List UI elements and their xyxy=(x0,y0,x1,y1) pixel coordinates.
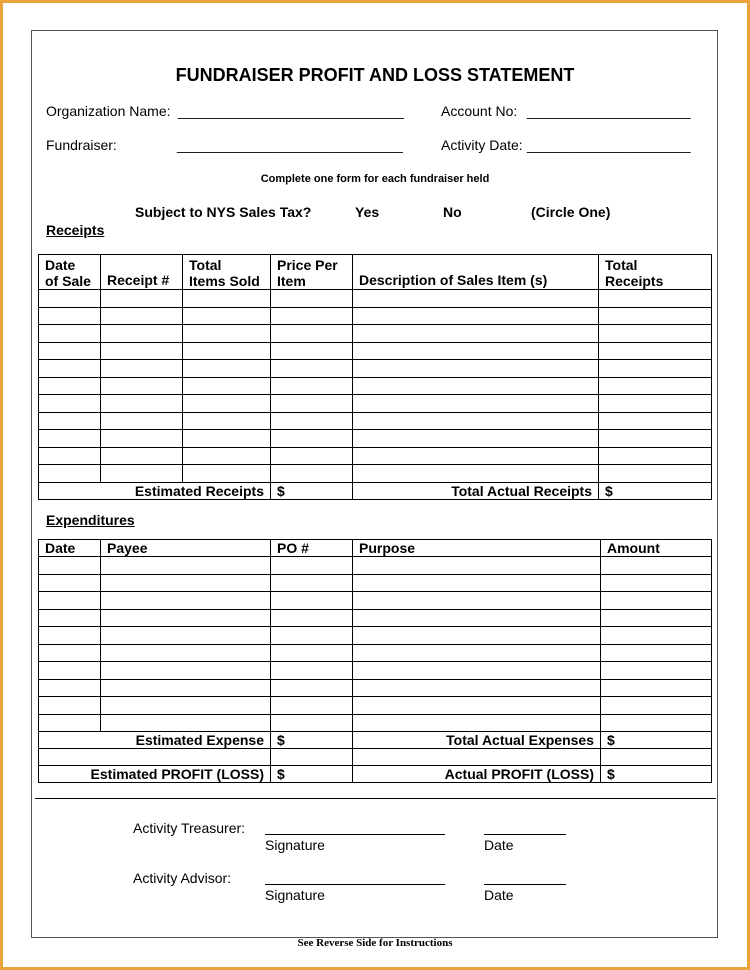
receipts-cell[interactable] xyxy=(101,307,183,325)
footer-note: See Reverse Side for Instructions xyxy=(297,937,453,949)
receipts-cell[interactable] xyxy=(39,342,101,360)
expenditures-cell[interactable] xyxy=(601,644,712,662)
estimated-receipts-label: Estimated Receipts xyxy=(39,482,271,499)
receipts-cell[interactable] xyxy=(39,325,101,343)
expenditures-cell[interactable] xyxy=(101,592,271,610)
expenditures-cell[interactable] xyxy=(353,609,601,627)
receipts-cell[interactable] xyxy=(39,360,101,378)
receipts-header-date: Date of Sale xyxy=(39,255,101,290)
receipts-header-receipt-no: Receipt # xyxy=(101,255,183,290)
expenditures-cell[interactable] xyxy=(39,574,101,592)
receipts-cell[interactable] xyxy=(39,377,101,395)
receipts-cell[interactable] xyxy=(271,307,353,325)
receipts-cell[interactable] xyxy=(353,395,599,413)
expenditures-cell[interactable] xyxy=(101,609,271,627)
receipts-cell[interactable] xyxy=(183,360,271,378)
estimated-profit-field[interactable]: $ xyxy=(271,766,353,783)
sales-tax-yes[interactable]: Yes xyxy=(355,204,380,220)
expenditures-cell[interactable] xyxy=(271,697,353,715)
expenditures-cell[interactable] xyxy=(353,644,601,662)
receipts-cell[interactable] xyxy=(183,342,271,360)
expenditures-cell[interactable] xyxy=(601,714,712,732)
receipts-cell[interactable] xyxy=(183,395,271,413)
receipts-cell[interactable] xyxy=(353,430,599,448)
receipts-cell[interactable] xyxy=(271,465,353,483)
expenditures-cell[interactable] xyxy=(39,662,101,680)
receipts-cell[interactable] xyxy=(183,290,271,308)
expenditures-cell[interactable] xyxy=(353,557,601,575)
expenditures-table xyxy=(38,539,712,783)
receipts-cell[interactable] xyxy=(101,395,183,413)
expenditures-row xyxy=(39,679,712,697)
expenditures-header-po: PO # xyxy=(271,540,353,557)
receipts-cell[interactable] xyxy=(101,465,183,483)
activity-advisor-label: Activity Advisor: xyxy=(133,870,232,886)
receipts-row xyxy=(39,412,712,430)
expense-spacer-row xyxy=(39,749,712,766)
receipts-cell[interactable] xyxy=(39,430,101,448)
receipts-cell[interactable] xyxy=(353,307,599,325)
receipts-row xyxy=(39,465,712,483)
fundraiser-field[interactable]: _____________________________ xyxy=(177,137,403,153)
receipts-cell[interactable] xyxy=(353,342,599,360)
receipts-row xyxy=(39,447,712,465)
receipts-cell[interactable] xyxy=(101,412,183,430)
expenditures-cell[interactable] xyxy=(353,627,601,645)
expenditures-cell[interactable] xyxy=(101,627,271,645)
receipts-row xyxy=(39,325,712,343)
expenditures-cell[interactable] xyxy=(39,557,101,575)
account-no-label: Account No: xyxy=(441,103,518,119)
total-actual-receipts-field[interactable]: $ xyxy=(599,482,712,499)
receipts-header-total-items: Total Items Sold xyxy=(183,255,271,290)
receipts-cell[interactable] xyxy=(271,447,353,465)
section-divider xyxy=(35,798,716,799)
expense-total-row xyxy=(39,732,712,749)
receipts-cell[interactable] xyxy=(353,377,599,395)
expenditures-row xyxy=(39,714,712,732)
receipts-cell[interactable] xyxy=(183,447,271,465)
receipts-cell[interactable] xyxy=(599,290,712,308)
expenditures-cell[interactable] xyxy=(271,557,353,575)
receipts-row xyxy=(39,430,712,448)
expenditures-cell[interactable] xyxy=(601,662,712,680)
estimated-expense-field[interactable]: $ xyxy=(271,732,353,749)
expenditures-cell[interactable] xyxy=(601,574,712,592)
receipts-cell[interactable] xyxy=(101,430,183,448)
treasurer-date-caption: Date xyxy=(484,837,514,853)
organization-name-label: Organization Name: xyxy=(46,103,171,119)
receipts-cell[interactable] xyxy=(271,290,353,308)
expenditures-cell[interactable] xyxy=(101,557,271,575)
expenditures-cell[interactable] xyxy=(271,627,353,645)
expenditures-cell[interactable] xyxy=(101,574,271,592)
receipts-cell[interactable] xyxy=(599,377,712,395)
profit-row xyxy=(39,766,712,783)
advisor-signature-line[interactable] xyxy=(265,884,445,885)
estimated-profit-label: Estimated PROFIT (LOSS) xyxy=(39,766,271,783)
receipts-cell[interactable] xyxy=(271,377,353,395)
expenditures-cell[interactable] xyxy=(353,714,601,732)
expenditures-cell[interactable] xyxy=(39,714,101,732)
receipts-cell[interactable] xyxy=(271,360,353,378)
expenditures-cell[interactable] xyxy=(271,609,353,627)
receipts-cell[interactable] xyxy=(599,412,712,430)
receipts-header-total-receipts: Total Receipts xyxy=(599,255,712,290)
expenditures-cell[interactable] xyxy=(353,574,601,592)
table-cell xyxy=(271,749,353,766)
expenditures-cell[interactable] xyxy=(353,592,601,610)
receipts-row xyxy=(39,307,712,325)
receipts-cell[interactable] xyxy=(101,342,183,360)
table-cell xyxy=(39,749,271,766)
expenditures-cell[interactable] xyxy=(601,697,712,715)
actual-profit-label: Actual PROFIT (LOSS) xyxy=(353,766,601,783)
expenditures-heading: Expenditures xyxy=(46,512,135,528)
total-actual-expenses-field[interactable]: $ xyxy=(601,732,712,749)
treasurer-signature-line[interactable] xyxy=(265,834,445,835)
account-no-field[interactable]: _____________________ xyxy=(527,103,691,119)
receipts-cell[interactable] xyxy=(101,377,183,395)
receipts-cell[interactable] xyxy=(101,325,183,343)
expenditures-cell[interactable] xyxy=(101,644,271,662)
expenditures-row xyxy=(39,627,712,645)
expenditures-cell[interactable] xyxy=(39,679,101,697)
receipts-cell[interactable] xyxy=(599,360,712,378)
expenditures-cell[interactable] xyxy=(271,644,353,662)
sales-tax-circle-one: (Circle One) xyxy=(531,204,611,220)
receipts-cell[interactable] xyxy=(599,447,712,465)
receipts-cell[interactable] xyxy=(39,395,101,413)
advisor-date-line[interactable] xyxy=(484,884,566,885)
activity-treasurer-label: Activity Treasurer: xyxy=(133,820,246,836)
receipts-total-row xyxy=(39,482,712,499)
expenditures-cell[interactable] xyxy=(101,714,271,732)
receipts-header-price-per-item: Price Per Item xyxy=(271,255,353,290)
expenditures-cell[interactable] xyxy=(271,714,353,732)
receipts-cell[interactable] xyxy=(101,447,183,465)
receipts-cell[interactable] xyxy=(183,430,271,448)
expenditures-cell[interactable] xyxy=(271,574,353,592)
receipts-cell[interactable] xyxy=(353,290,599,308)
receipts-row xyxy=(39,342,712,360)
expenditures-header-row xyxy=(39,540,712,557)
receipts-row xyxy=(39,377,712,395)
receipts-cell[interactable] xyxy=(183,325,271,343)
receipts-heading: Receipts xyxy=(46,222,105,238)
activity-date-label: Activity Date: xyxy=(441,137,523,153)
receipts-cell[interactable] xyxy=(39,307,101,325)
expenditures-cell[interactable] xyxy=(601,557,712,575)
activity-date-field[interactable]: _____________________ xyxy=(527,137,691,153)
expenditures-cell[interactable] xyxy=(271,662,353,680)
receipts-cell[interactable] xyxy=(599,342,712,360)
expenditures-cell[interactable] xyxy=(271,592,353,610)
receipts-header-description: Description of Sales Item (s) xyxy=(353,255,599,290)
expenditures-row xyxy=(39,644,712,662)
receipts-cell[interactable] xyxy=(271,325,353,343)
receipts-row xyxy=(39,395,712,413)
estimated-expense-label: Estimated Expense xyxy=(39,732,271,749)
form-title: FUNDRAISER PROFIT AND LOSS STATEMENT xyxy=(175,65,575,85)
receipts-cell[interactable] xyxy=(271,395,353,413)
receipts-cell[interactable] xyxy=(39,447,101,465)
expenditures-cell[interactable] xyxy=(601,679,712,697)
receipts-row xyxy=(39,360,712,378)
expenditures-row xyxy=(39,697,712,715)
receipts-header-row xyxy=(39,255,712,290)
expenditures-header-date: Date xyxy=(39,540,101,557)
expenditures-cell[interactable] xyxy=(39,592,101,610)
expenditures-cell[interactable] xyxy=(101,662,271,680)
treasurer-signature-caption: Signature xyxy=(265,837,325,853)
expenditures-row xyxy=(39,609,712,627)
receipts-cell[interactable] xyxy=(183,412,271,430)
expenditures-cell[interactable] xyxy=(39,627,101,645)
receipts-cell[interactable] xyxy=(599,307,712,325)
expenditures-cell[interactable] xyxy=(39,644,101,662)
receipts-cell[interactable] xyxy=(599,465,712,483)
advisor-date-caption: Date xyxy=(484,887,514,903)
expenditures-row xyxy=(39,662,712,680)
receipts-cell[interactable] xyxy=(599,325,712,343)
expenditures-header-amount: Amount xyxy=(601,540,712,557)
receipts-table xyxy=(38,254,712,500)
expenditures-row xyxy=(39,574,712,592)
expenditures-cell[interactable] xyxy=(601,609,712,627)
receipts-cell[interactable] xyxy=(271,342,353,360)
receipts-cell[interactable] xyxy=(271,412,353,430)
receipts-row xyxy=(39,290,712,308)
expenditures-cell[interactable] xyxy=(601,592,712,610)
advisor-signature-caption: Signature xyxy=(265,887,325,903)
expenditures-header-payee: Payee xyxy=(101,540,271,557)
total-actual-expenses-label: Total Actual Expenses xyxy=(353,732,601,749)
receipts-cell[interactable] xyxy=(353,447,599,465)
receipts-cell[interactable] xyxy=(353,412,599,430)
receipts-cell[interactable] xyxy=(101,290,183,308)
sales-tax-no[interactable]: No xyxy=(443,204,462,220)
instruction-text: Complete one form for each fundraiser held xyxy=(260,173,490,185)
organization-name-field[interactable]: _____________________________ xyxy=(178,103,404,119)
expenditures-header-purpose: Purpose xyxy=(353,540,601,557)
expenditures-cell[interactable] xyxy=(271,679,353,697)
receipts-cell[interactable] xyxy=(39,465,101,483)
receipts-cell[interactable] xyxy=(353,325,599,343)
receipts-cell[interactable] xyxy=(353,465,599,483)
receipts-cell[interactable] xyxy=(599,430,712,448)
receipts-cell[interactable] xyxy=(599,395,712,413)
receipts-cell[interactable] xyxy=(183,307,271,325)
expenditures-cell[interactable] xyxy=(101,679,271,697)
expenditures-cell[interactable] xyxy=(353,662,601,680)
actual-profit-field[interactable]: $ xyxy=(601,766,712,783)
treasurer-date-line[interactable] xyxy=(484,834,566,835)
expenditures-row xyxy=(39,592,712,610)
receipts-cell[interactable] xyxy=(101,360,183,378)
sales-tax-question: Subject to NYS Sales Tax? xyxy=(135,204,312,220)
expenditures-cell[interactable] xyxy=(39,697,101,715)
total-actual-receipts-label: Total Actual Receipts xyxy=(353,482,599,499)
table-cell xyxy=(601,749,712,766)
receipts-cell[interactable] xyxy=(39,290,101,308)
fundraiser-label: Fundraiser: xyxy=(46,137,117,153)
table-cell xyxy=(353,749,601,766)
receipts-cell[interactable] xyxy=(183,465,271,483)
expenditures-cell[interactable] xyxy=(601,627,712,645)
estimated-receipts-field[interactable]: $ xyxy=(271,482,353,499)
expenditures-row xyxy=(39,557,712,575)
receipts-cell[interactable] xyxy=(39,412,101,430)
receipts-cell[interactable] xyxy=(183,377,271,395)
expenditures-cell[interactable] xyxy=(353,679,601,697)
expenditures-cell[interactable] xyxy=(39,609,101,627)
expenditures-cell[interactable] xyxy=(101,697,271,715)
expenditures-cell[interactable] xyxy=(353,697,601,715)
receipts-cell[interactable] xyxy=(353,360,599,378)
receipts-cell[interactable] xyxy=(271,430,353,448)
